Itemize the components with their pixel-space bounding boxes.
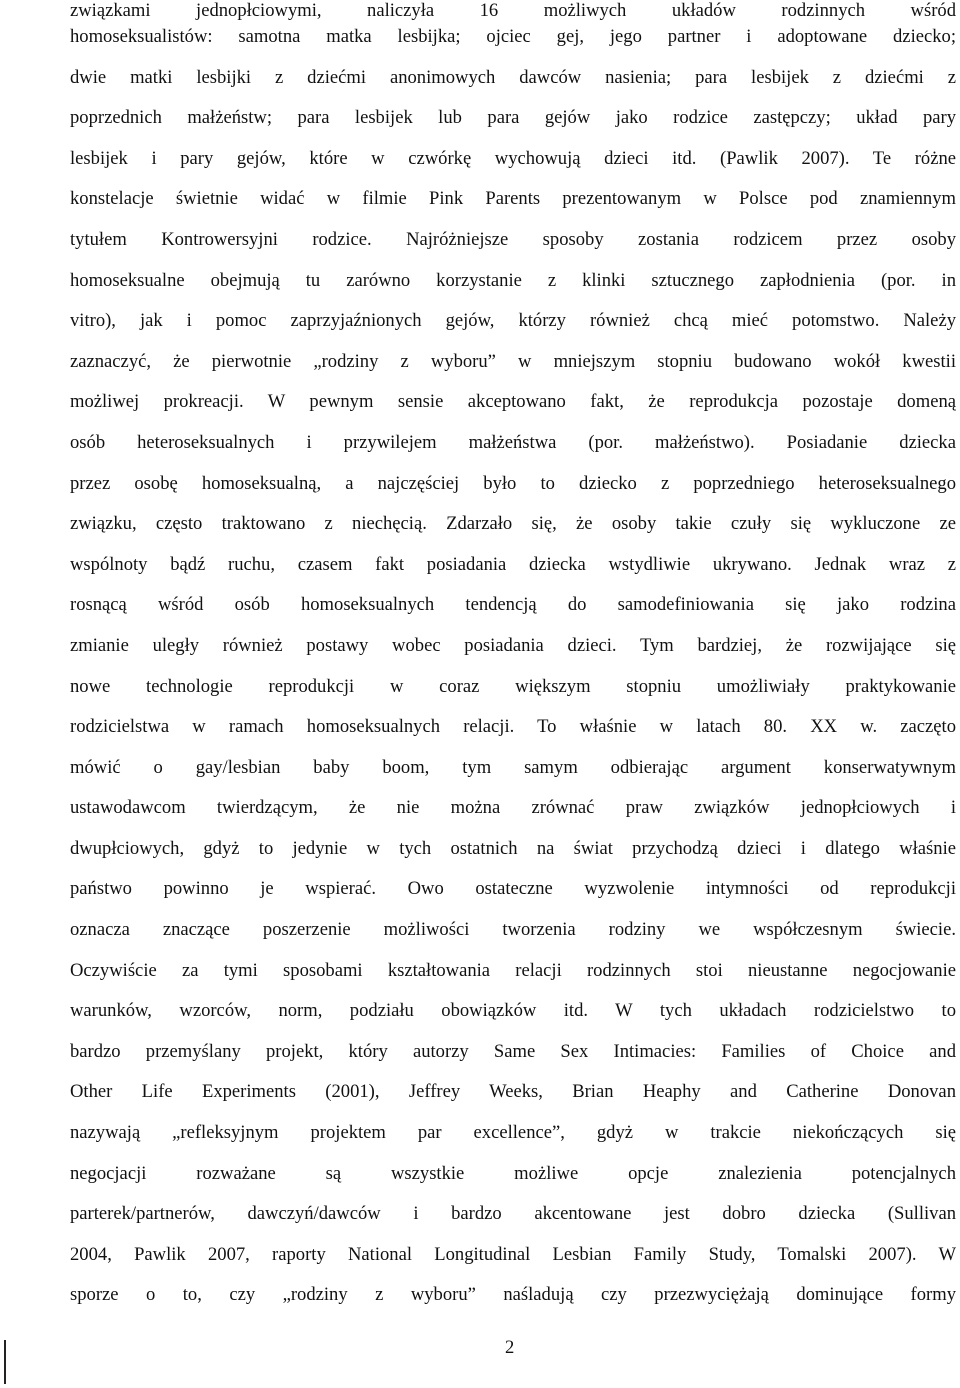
text-line-3: dwie matki lesbijki z dziećmi anonimowych dawców nasienia; para lesbijek z dziećmi z — [70, 66, 956, 88]
text-line-30: negocjacji rozważane są wszystkie możliwe opcje znalezienia potencjalnych — [70, 1162, 956, 1184]
text-line-9: vitro), jak i pomoc zaprzyjaźnionych gejów, którzy również chcą mieć potomstwo. Należy — [70, 310, 956, 332]
page-number: 2 — [505, 1337, 515, 1358]
body-paragraph — [70, 0, 956, 1323]
text-line-13: przez osobę homoseksualną, a najczęściej było to dziecko z poprzedniego heteroseksualnego — [70, 472, 956, 494]
text-line-16: rosnącą wśród osób homoseksualnych tendencją do samodefiniowania się jako rodzina — [70, 594, 956, 616]
text-line-18: nowe technologie reprodukcji w coraz większym stopniu umożliwiały praktykowanie — [70, 675, 956, 697]
text-line-20: mówić o gay/lesbian baby boom, tym samym odbierając argument konserwatywnym — [70, 756, 956, 778]
text-line-11: możliwej prokreacji. W pewnym sensie akceptowano fakt, że reprodukcja pozostaje domeną — [70, 391, 956, 413]
text-line-1: związkami jednopłciowymi, naliczyła 16 możliwych układów rodzinnych wśród — [70, 0, 956, 21]
text-line-29: nazywają „refleksyjnym projektem par excellence”, gdyż w trakcie niekończących się — [70, 1122, 956, 1144]
text-line-8: homoseksualne obejmują tu zarówno korzystanie z klinki sztucznego zapłodnienia (por. in — [70, 269, 956, 291]
text-line-33: sporze o to, czy „rodziny z wyboru” naśladują czy przezwyciężają dominujące formy — [70, 1284, 956, 1306]
text-line-10: zaznaczyć, że pierwotnie „rodziny z wyboru” w mniejszym stopniu budowano wokół kwestii — [70, 350, 956, 372]
text-line-6: konstelacje świetnie widać w filmie Pink Parents prezentowanym w Polsce pod znamiennym — [70, 188, 956, 210]
text-line-19: rodzicielstwa w ramach homoseksualnych relacji. To właśnie w latach 80. XX w. zaczęto — [70, 716, 956, 738]
text-line-24: oznacza znaczące poszerzenie możliwości tworzenia rodziny we współczesnym świecie. — [70, 919, 956, 941]
margin-rule — [4, 1340, 6, 1384]
text-line-7: tytułem Kontrowersyjni rodzice. Najróżniejsze sposoby zostania rodzicem przez osoby — [70, 228, 956, 250]
text-line-12: osób heteroseksualnych i przywilejem małżeństwa (por. małżeństwo). Posiadanie dziecka — [70, 431, 956, 453]
text-line-21: ustawodawcom twierdzącym, że nie można zrównać praw związków jednopłciowych i — [70, 797, 956, 819]
text-line-4: poprzednich małżeństw; para lesbijek lub para gejów jako rodzice zastępczy; układ pary — [70, 107, 956, 129]
text-line-2: homoseksualistów: samotna matka lesbijka; ojciec gej, jego partner i adoptowane dziecko; — [70, 26, 956, 47]
text-line-28: Other Life Experiments (2001), Jeffrey Weeks, Brian Heaphy and Catherine Donovan — [70, 1081, 956, 1103]
text-line-5: lesbijek i pary gejów, które w czwórkę wychowują dzieci itd. (Pawlik 2007). Te różne — [70, 147, 956, 169]
text-line-17: zmianie uległy również postawy wobec posiadania dzieci. Tym bardziej, że rozwijające się — [70, 634, 956, 656]
text-line-23: państwo powinno je wspierać. Owo ostateczne wyzwolenie intymności od reprodukcji — [70, 878, 956, 900]
text-line-26: warunków, wzorców, norm, podziału obowiązków itd. W tych układach rodzicielstwo to — [70, 1000, 956, 1022]
text-line-25: Oczywiście za tymi sposobami kształtowania relacji rodzinnych stoi nieustanne negocjowanie — [70, 959, 956, 981]
text-line-14: związku, często traktowano z niechęcią. Zdarzało się, że osoby takie czuły się wykluczone ze — [70, 513, 956, 535]
text-line-31: parterek/partnerów, dawczyń/dawców i bardzo akcentowane jest dobro dziecka (Sullivan — [70, 1203, 956, 1225]
text-line-32: 2004, Pawlik 2007, raporty National Longitudinal Lesbian Family Study, Tomalski 2007). W — [70, 1243, 956, 1265]
text-line-22: dwupłciowych, gdyż to jedynie w tych ostatnich na świat przychodzą dzieci i dlatego właśnie — [70, 837, 956, 859]
text-line-27: bardzo przemyślany projekt, który autorzy Same Sex Intimacies: Families of Choice and — [70, 1040, 956, 1062]
text-line-15: wspólnoty bądź ruchu, czasem fakt posiadania dziecka wstydliwie ukrywano. Jednak wraz z — [70, 553, 956, 575]
